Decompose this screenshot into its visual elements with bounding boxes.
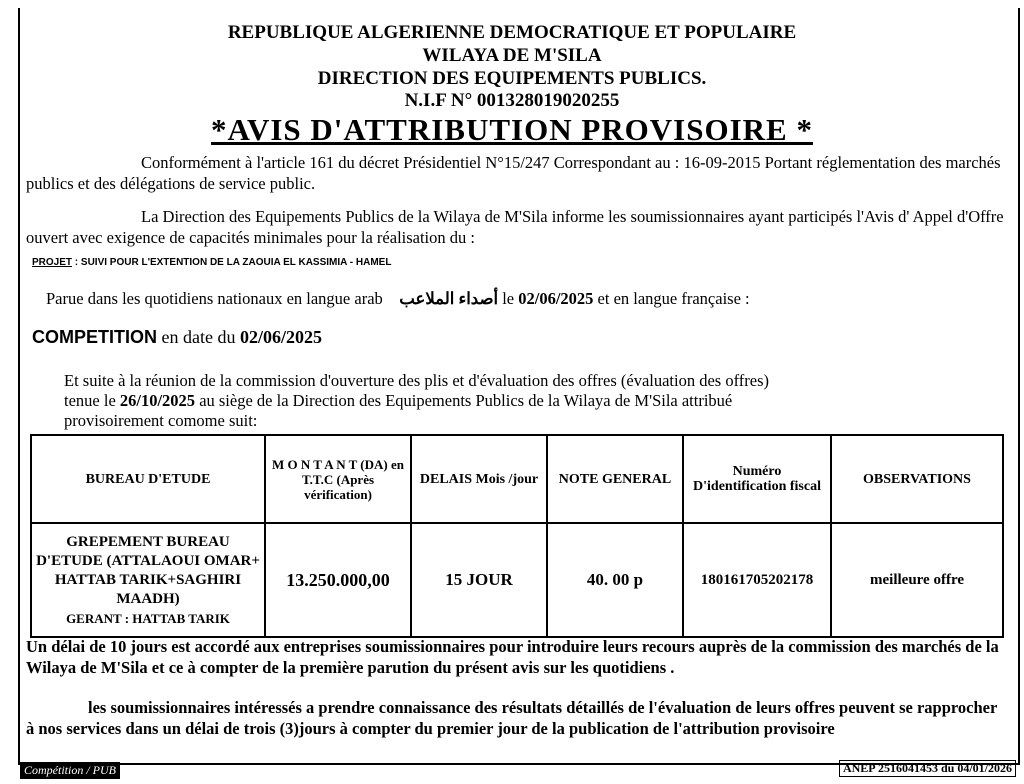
table-row <box>31 523 1003 637</box>
cell-delais: 15 JOUR <box>411 523 547 637</box>
parue-date: 02/06/2025 <box>518 289 594 308</box>
footer-consultation: les soumissionnaires intéressés a prendre connaissance des résultats détaillés de l'évaluation de leurs offres peuvent se rapprocher à nos services dans un délai de trois (3)jours à compter du premier jour de la publication de l'attribution provisoire <box>26 698 998 738</box>
competition-text: en date du <box>157 327 240 347</box>
tenue-date: 26/10/2025 <box>119 391 196 410</box>
projet-line <box>32 252 391 273</box>
tenue-text: tenue le <box>64 391 120 410</box>
paragraph-legal: Conformément à l'article 161 du décret Présidentiel N°15/247 Correspondant au : 16-09-2015 Portant réglementation des marchés publics et des délégations de service public. <box>26 153 1001 193</box>
paragraph-provisoirement: provisoirement comome suit: <box>64 411 258 430</box>
cell-bureau <box>31 523 265 637</box>
competition-line <box>32 327 322 348</box>
paragraph-tenue <box>64 390 732 411</box>
col-bureau: BUREAU D'ETUDE <box>31 435 265 523</box>
col-observations: OBSERVATIONS <box>831 435 1003 523</box>
footer-recours: Un délai de 10 jours est accordé aux entreprises soumissionnaires pour introduire leurs recours auprès de la commission des marchés de la Wilaya de M'Sila et ce à compter de la première parution du présent avis sur les quotidiens . <box>26 637 999 677</box>
competition-date: 02/06/2025 <box>239 327 322 347</box>
paragraph-intro: La Direction des Equipements Publics de la Wilaya de M'Sila informe les soumissionnaires ayant participés l'Avis d' Appel d'Offre ouvert avec exigence de capacités minimales pour la réalisation du : <box>26 207 1004 247</box>
arabic-newspaper: أصداء الملاعب <box>399 289 499 308</box>
header-nif: N.I.F N° 001328019020255 <box>404 90 620 111</box>
page-title: *AVIS D'ATTRIBUTION PROVISOIRE * <box>211 112 813 147</box>
bureau-name: GREPEMENT BUREAU D'ETUDE (ATTALAOUI OMAR+ HATTAB TARIK+SAGHIRI MAADH) <box>36 533 260 607</box>
tenue-rest: au siège de la Direction des Equipements Publics de la Wilaya de M'Sila attribué <box>195 391 733 410</box>
projet-text: : SUIVI POUR L'EXTENTION DE LA ZAOUIA EL KASSIMIA - HAMEL <box>72 257 392 268</box>
cell-montant: 13.250.000,00 <box>265 523 411 637</box>
cell-note: 40. 00 p <box>547 523 683 637</box>
col-nif: Numéro D'identification fiscal <box>683 435 831 523</box>
bureau-gerant: GERANT : HATTAB TARIK <box>66 610 230 626</box>
header-line2: WILAYA DE M'SILA <box>422 45 602 66</box>
projet-label: PROJET <box>32 257 73 268</box>
parue-french: et en langue française : <box>593 289 750 308</box>
paragraph-commission: Et suite à la réunion de la commission d'ouverture des plis et d'évaluation des offres (évaluation des offres) <box>64 371 770 390</box>
table-header-row <box>31 435 1003 523</box>
header-line3: DIRECTION DES EQUIPEMENTS PUBLICS. <box>317 68 707 89</box>
col-note: NOTE GENERAL <box>547 435 683 523</box>
category-tag: Compétition / PUB <box>20 762 120 779</box>
parue-line <box>46 288 750 309</box>
anep-reference: ANEP 2516041453 du 04/01/2026 <box>839 760 1016 777</box>
attribution-table <box>30 434 1004 638</box>
competition-label: COMPETITION <box>32 327 157 347</box>
col-montant: M O N T A N T (DA) en T.T.C (Après vérification) <box>265 435 411 523</box>
cell-nif: 180161705202178 <box>683 523 831 637</box>
parue-text: Parue dans les quotidiens nationaux en langue arab <box>46 289 383 308</box>
col-delais: DELAIS Mois /jour <box>411 435 547 523</box>
header-line1: REPUBLIQUE ALGERIENNE DEMOCRATIQUE ET POPULAIRE <box>227 22 797 43</box>
parue-le: le <box>498 289 519 308</box>
cell-observation: meilleure offre <box>831 523 1003 637</box>
